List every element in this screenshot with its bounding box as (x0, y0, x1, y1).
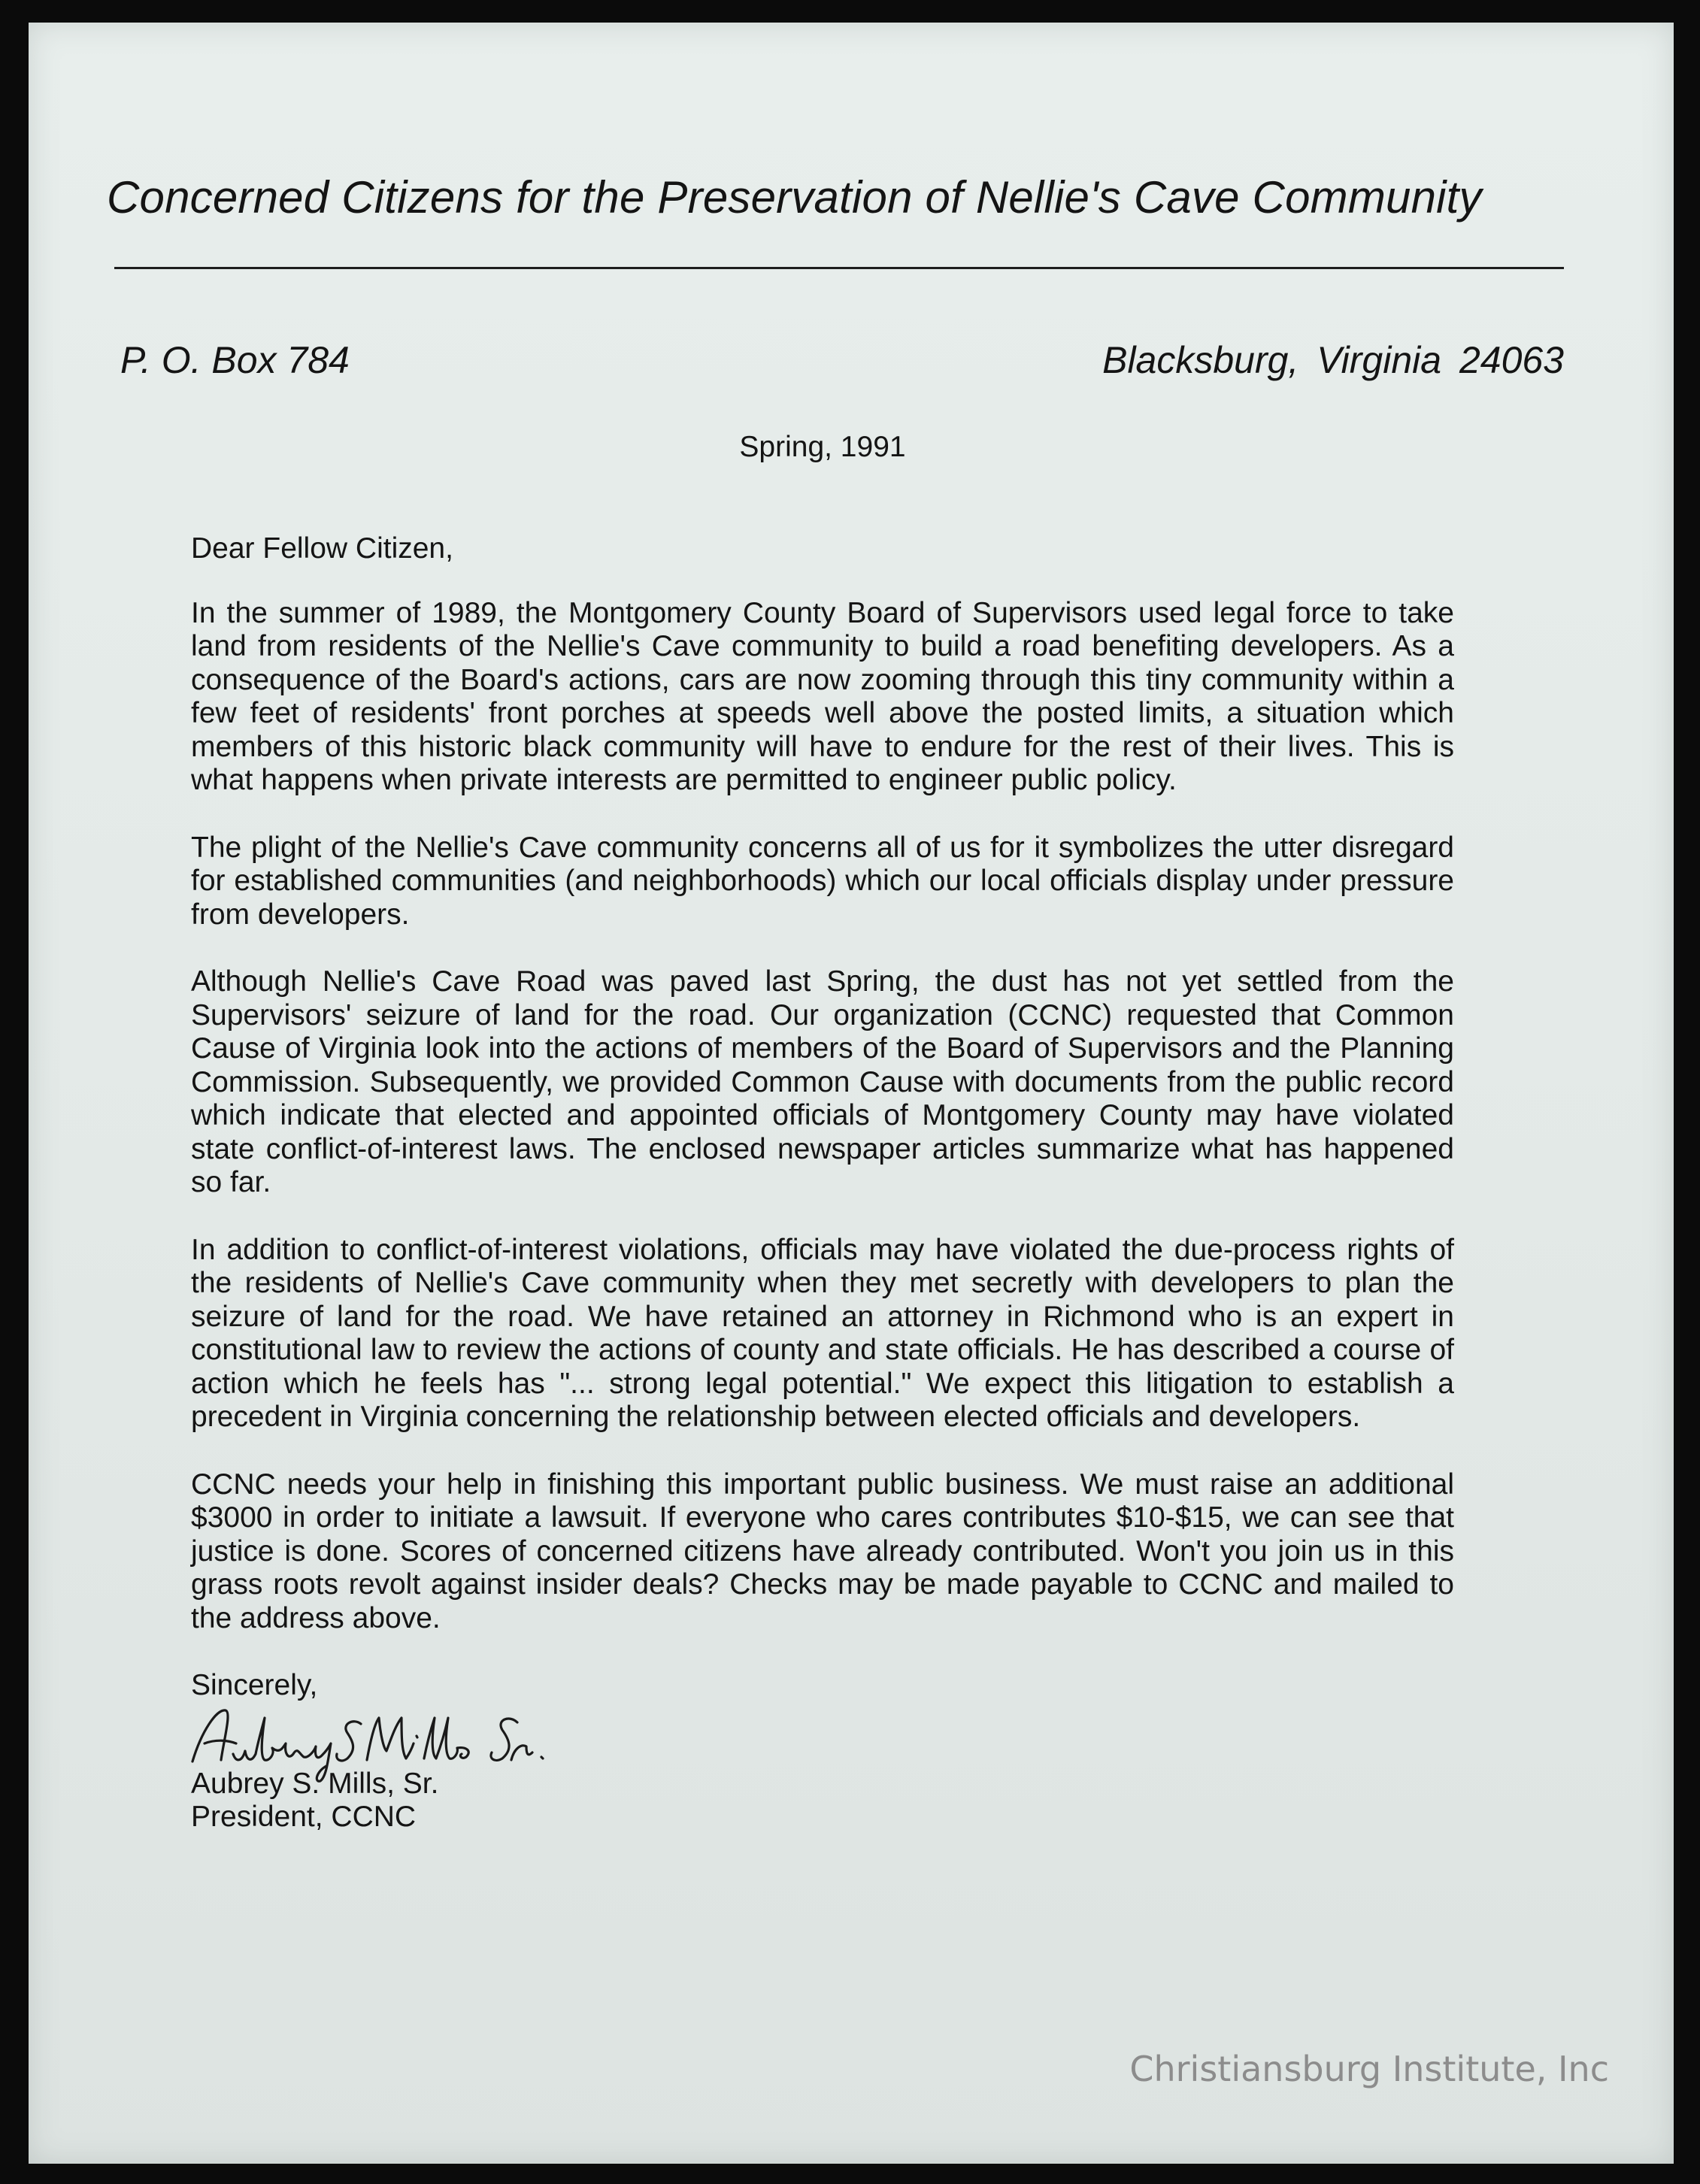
po-box: P. O. Box 784 (120, 339, 350, 381)
letterhead-divider (114, 267, 1564, 269)
organization-title: Concerned Citizens for the Preservation of Nellie's Cave Community (107, 172, 1482, 223)
paragraph-1: In the summer of 1989, the Montgomery County Board of Supervisors used legal force to take land from residents of the Nellie's Cave community to build a road benefiting developers. As a consequence of the Board's actions, cars are now zooming through this tiny community within a few feet of residents' front porches at speeds well above the posted limits, a situation which members of this historic black community will have to endure for the rest of their lives. This is what happens when private interests are permitted to engineer public policy. (191, 596, 1454, 796)
closing: Sincerely, (191, 1669, 318, 1701)
signer-title: President, CCNC (191, 1801, 417, 1833)
paragraph-5: CCNC needs your help in finishing this important public business. We must raise an additional $3000 in order to initiate a lawsuit. If everyone who cares contributes $10-$15, we can see that justice is done. Scores of concerned citizens have already contributed. Won't you join us in this grass roots revolt against insider deals? Checks may be made payable to CCNC and mailed to the address above. (191, 1468, 1454, 1634)
watermark: Christiansburg Institute, Inc (1129, 2049, 1609, 2089)
salutation: Dear Fellow Citizen, (191, 532, 453, 565)
letter-page (29, 23, 1674, 2164)
letter-body (191, 532, 1454, 1834)
city-state-zip: Blacksburg, Virginia 24063 (1102, 339, 1564, 381)
signer-name: Aubrey S. Mills, Sr. (191, 1767, 439, 1800)
letter-date: Spring, 1991 (739, 431, 906, 463)
handwritten-signature (191, 1706, 1454, 1767)
paragraph-4: In addition to conflict-of-interest violations, officials may have violated the due-process rights of the residents of Nellie's Cave community when they met secretly with developers to plan the seizure of land for the road. We have retained an attorney in Richmond who is an expert in constitutional law to review the actions of county and state officials. He has described a course of action which he feels has "... strong legal potential." We expect this litigation to establish a precedent in Virginia concerning the relationship between elected officials and developers. (191, 1233, 1454, 1433)
paragraph-2: The plight of the Nellie's Cave community concerns all of us for it symbolizes the utter disregard for established communities (and neighborhoods) which our local officials display under pressure from developers. (191, 831, 1454, 931)
paragraph-3: Although Nellie's Cave Road was paved last Spring, the dust has not yet settled from the Supervisors' seizure of land for the road. Our organization (CCNC) requested that Common Cause of Virginia look into the actions of members of the Board of Supervisors and the Planning Commission. Subsequently, we provided Common Cause with documents from the public record which indicate that elected and appointed officials of Montgomery County may have violated state conflict-of-interest laws. The enclosed newspaper articles summarize what has happened so far. (191, 965, 1454, 1198)
signature-drawing (186, 1701, 608, 1784)
